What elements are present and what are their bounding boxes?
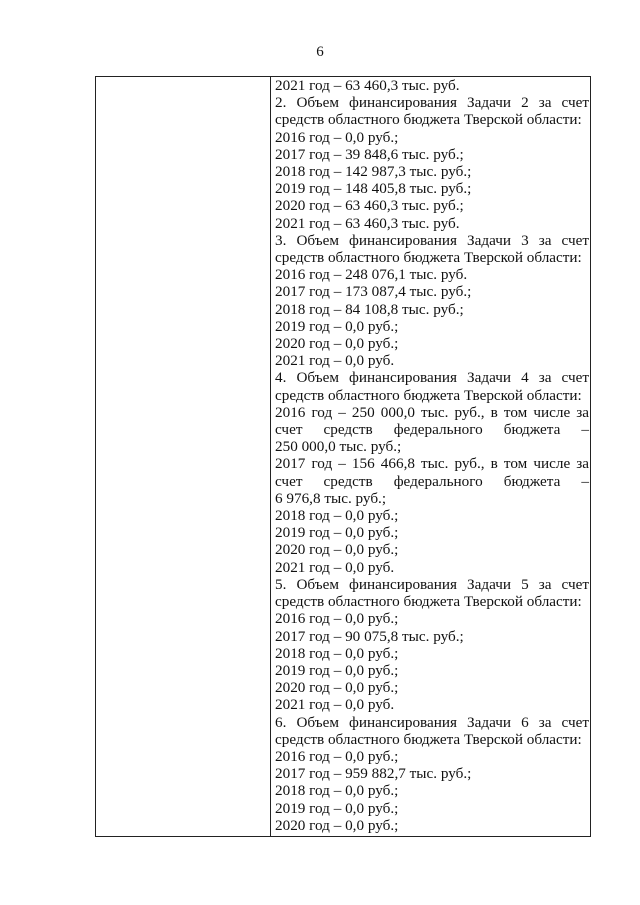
text-line: 2020 год – 0,0 руб.;: [275, 816, 399, 834]
text-line: 2017 год – 90 075,8 тыс. руб.;: [275, 627, 464, 645]
text-line: 2020 год – 0,0 руб.;: [275, 679, 399, 697]
text-line: 2017 год – 156 466,8 тыс. руб., в том числе за: [275, 455, 589, 473]
text-line: 2021 год – 0,0 руб.: [275, 352, 395, 370]
text-line: 2019 год – 0,0 руб.;: [275, 799, 399, 817]
text-line: счет средств федерального бюджета –: [275, 421, 589, 439]
page-number: 6: [316, 44, 324, 60]
text-line: 2. Объем финансирования Задачи 2 за счет: [275, 94, 589, 112]
text-line: 3. Объем финансирования Задачи 3 за счет: [275, 231, 589, 249]
text-line: 2016 год – 0,0 руб.;: [275, 128, 399, 146]
text-line: 2018 год – 142 987,3 тыс. руб.;: [275, 163, 472, 181]
text-line: 2019 год – 0,0 руб.;: [275, 524, 399, 542]
text-line: 2016 год – 0,0 руб.;: [275, 747, 399, 765]
text-line: 2019 год – 0,0 руб.;: [275, 661, 399, 679]
column-divider: [270, 77, 271, 836]
text-line: 2019 год – 0,0 руб.;: [275, 317, 399, 335]
text-line: 2020 год – 0,0 руб.;: [275, 541, 399, 559]
empty-left-cell: [96, 77, 270, 836]
text-line: 5. Объем финансирования Задачи 5 за счет: [275, 575, 589, 593]
funding-table: [95, 76, 591, 837]
text-line: 2016 год – 248 076,1 тыс. руб.: [275, 266, 468, 284]
text-line: 2018 год – 84 108,8 тыс. руб.;: [275, 300, 464, 318]
text-line: 2018 год – 0,0 руб.;: [275, 507, 399, 525]
text-line: 2017 год – 39 848,6 тыс. руб.;: [275, 145, 464, 163]
text-line: 2020 год – 63 460,3 тыс. руб.;: [275, 197, 464, 215]
text-line: 2017 год – 959 882,7 тыс. руб.;: [275, 765, 472, 783]
text-line: 6. Объем финансирования Задачи 6 за счет: [275, 713, 589, 731]
text-line: 2021 год – 0,0 руб.: [275, 696, 395, 714]
text-line: 2017 год – 173 087,4 тыс. руб.;: [275, 283, 472, 301]
text-line: средств областного бюджета Тверской области:: [275, 730, 582, 748]
text-line: средств областного бюджета Тверской области:: [275, 386, 582, 404]
text-line: 4. Объем финансирования Задачи 4 за счет: [275, 369, 589, 387]
text-line: средств областного бюджета Тверской области:: [275, 111, 582, 129]
text-line: 2021 год – 63 460,3 тыс. руб.: [275, 77, 460, 94]
text-line: 6 976,8 тыс. руб.;: [275, 489, 387, 507]
text-line: 2016 год – 250 000,0 тыс. руб., в том числе за: [275, 403, 589, 421]
text-line: 2018 год – 0,0 руб.;: [275, 782, 399, 800]
text-line: средств областного бюджета Тверской области:: [275, 249, 582, 267]
text-line: 2021 год – 63 460,3 тыс. руб.: [275, 214, 460, 232]
text-line: 250 000,0 тыс. руб.;: [275, 438, 402, 456]
text-line: средств областного бюджета Тверской области:: [275, 593, 582, 611]
text-line: счет средств федерального бюджета –: [275, 472, 589, 490]
text-line: 2016 год – 0,0 руб.;: [275, 610, 399, 628]
funding-details-cell: [275, 77, 589, 834]
text-line: 2021 год – 0,0 руб.: [275, 558, 395, 576]
text-line: 2019 год – 148 405,8 тыс. руб.;: [275, 180, 472, 198]
text-line: 2020 год – 0,0 руб.;: [275, 335, 399, 353]
text-line: 2018 год – 0,0 руб.;: [275, 644, 399, 662]
